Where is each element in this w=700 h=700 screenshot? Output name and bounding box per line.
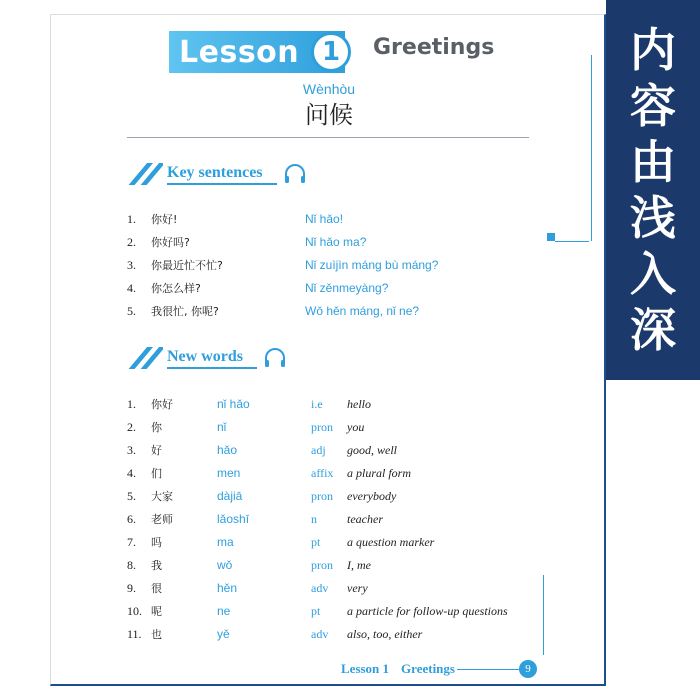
row-number: 6. (127, 511, 136, 526)
word-gloss: I, me (347, 557, 371, 572)
word-pos: pron (311, 557, 333, 572)
word-row (127, 485, 396, 507)
banner-char: 由 (630, 135, 676, 189)
sentence-pinyin: Nǐ hǎo! (305, 212, 344, 226)
row-number: 3. (127, 442, 136, 457)
row-number: 2. (127, 234, 136, 249)
banner-char: 入 (630, 247, 676, 301)
new-words-label: New words (167, 347, 257, 369)
word-hanzi: 呢 (151, 605, 162, 618)
word-gloss: teacher (347, 511, 383, 526)
lesson-title: Greetings (373, 35, 495, 60)
sentence-hanzi: 你好吗? (151, 236, 190, 249)
row-number: 11. (127, 626, 142, 641)
sentence-pinyin: Wǒ hěn máng, nǐ ne? (305, 304, 420, 318)
word-pinyin: wǒ (217, 558, 233, 572)
word-pos: adj (311, 442, 326, 457)
word-pos: i.e (311, 396, 323, 411)
row-number: 1. (127, 211, 136, 226)
word-gloss: a plural form (347, 465, 412, 480)
word-row (127, 416, 364, 438)
word-pinyin: dàjiā (217, 489, 243, 503)
word-row (127, 508, 383, 530)
margin-line (543, 575, 544, 655)
section-stripe-icon (127, 163, 163, 185)
word-pinyin: hěn (217, 581, 238, 595)
key-sentence-row (127, 277, 388, 299)
lesson-number: 1 (311, 32, 351, 72)
word-gloss: you (347, 419, 365, 434)
headphones-icon[interactable] (283, 163, 307, 185)
banner-char: 容 (630, 79, 676, 133)
row-number: 5. (127, 303, 136, 318)
word-pos: adv (311, 580, 329, 595)
word-gloss: hello (347, 396, 371, 411)
footer-divider (457, 669, 519, 670)
sentence-pinyin: Nǐ zěnmeyàng? (305, 281, 389, 295)
row-number: 2. (127, 419, 136, 434)
word-pos: n (311, 511, 317, 526)
banner-char: 内 (630, 23, 676, 77)
row-number: 8. (127, 557, 136, 572)
word-pinyin: hǎo (217, 443, 238, 457)
sentence-hanzi: 你怎么样? (151, 282, 201, 295)
word-row (127, 554, 371, 576)
word-hanzi: 你好 (151, 398, 173, 411)
word-gloss: everybody (347, 488, 397, 503)
footer-lesson: Lesson 1 (341, 661, 390, 676)
row-number: 10. (127, 603, 142, 618)
word-gloss: a particle for follow-up questions (347, 603, 508, 618)
headphones-icon[interactable] (263, 347, 287, 369)
sentence-hanzi: 你最近忙不忙? (151, 259, 223, 272)
word-hanzi: 我 (151, 559, 162, 572)
key-sentences-label: Key sentences (167, 163, 277, 185)
word-row (127, 531, 434, 553)
banner-char: 深 (630, 303, 676, 357)
banner-char: 浅 (630, 191, 676, 245)
row-number: 4. (127, 465, 136, 480)
title-divider (127, 137, 529, 138)
word-pinyin: lǎoshī (217, 512, 250, 526)
row-number: 1. (127, 396, 136, 411)
pinyin-title: Wènhòu (302, 81, 356, 97)
margin-square (547, 233, 555, 241)
word-pos: pt (311, 534, 321, 549)
book-page (50, 14, 606, 686)
row-number: 4. (127, 280, 136, 295)
word-row (127, 393, 371, 415)
row-number: 7. (127, 534, 136, 549)
word-gloss: good, well (347, 442, 397, 457)
lesson-word: Lesson (179, 34, 300, 70)
hanzi-title: 问候 (305, 101, 353, 129)
key-sentence-row (127, 208, 343, 230)
word-pinyin: ma (217, 535, 234, 549)
margin-line (591, 55, 592, 241)
key-sentence-row (127, 231, 366, 253)
word-pinyin: nǐ (217, 420, 227, 434)
word-row (127, 623, 422, 645)
sentence-pinyin: Nǐ zuìjìn máng bù máng? (305, 258, 439, 272)
section-stripe-icon (127, 347, 163, 369)
word-gloss: a question marker (347, 534, 435, 549)
sentence-hanzi: 你好! (151, 213, 178, 226)
row-number: 9. (127, 580, 136, 595)
word-pos: pron (311, 488, 333, 503)
key-sentences-header (127, 161, 307, 187)
sentence-pinyin: Nǐ hǎo ma? (305, 235, 367, 249)
key-sentence-row (127, 300, 419, 322)
word-pinyin: yě (217, 627, 230, 641)
word-pinyin: nǐ hǎo (217, 397, 250, 411)
row-number: 5. (127, 488, 136, 503)
word-row (127, 462, 411, 484)
margin-tick (555, 241, 589, 242)
promo-banner (606, 0, 700, 380)
page-footer (341, 660, 537, 678)
word-hanzi: 你 (151, 421, 162, 434)
footer-title: Greetings (401, 661, 455, 676)
new-words-header (127, 345, 287, 371)
word-gloss: very (347, 580, 368, 595)
word-pinyin: men (217, 466, 241, 480)
key-sentence-row (127, 254, 438, 276)
word-hanzi: 吗 (151, 536, 162, 549)
word-hanzi: 老师 (151, 513, 173, 526)
word-hanzi: 很 (151, 582, 162, 595)
lesson-badge (169, 31, 345, 73)
row-number: 3. (127, 257, 136, 272)
page-number: 9 (519, 660, 537, 678)
word-hanzi: 好 (151, 444, 162, 457)
sentence-hanzi: 我很忙, 你呢? (151, 305, 219, 318)
word-hanzi: 们 (151, 467, 162, 480)
word-pos: affix (311, 465, 334, 480)
word-row (127, 600, 508, 622)
word-pos: pt (311, 603, 321, 618)
word-hanzi: 大家 (151, 490, 173, 503)
word-row (127, 577, 368, 599)
word-pos: adv (311, 626, 329, 641)
word-row (127, 439, 397, 461)
word-gloss: also, too, either (347, 626, 423, 641)
word-pos: pron (311, 419, 333, 434)
word-hanzi: 也 (151, 628, 162, 641)
word-pinyin: ne (217, 604, 231, 618)
